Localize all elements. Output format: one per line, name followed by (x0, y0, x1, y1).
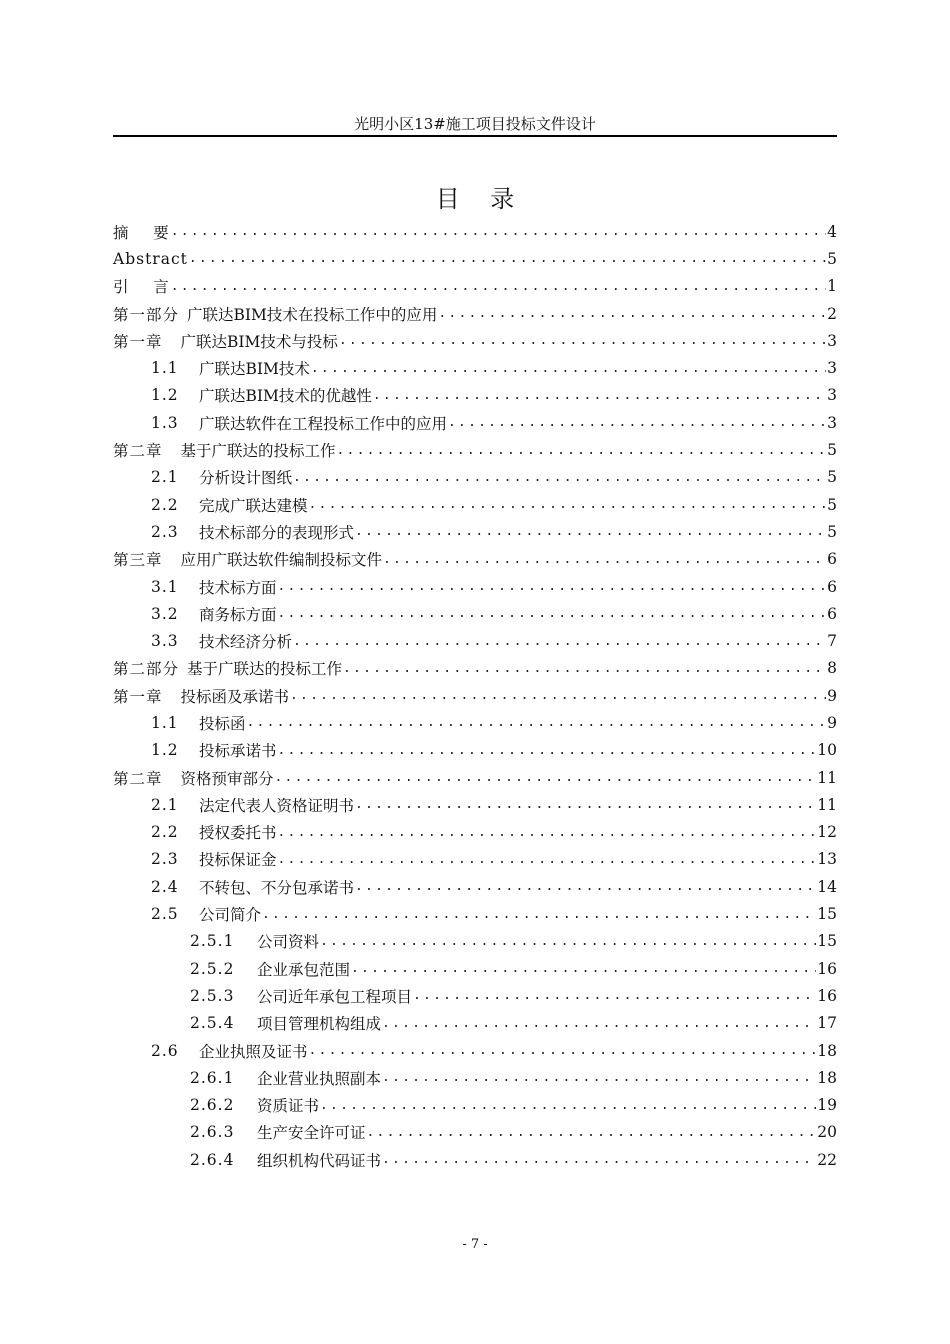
toc-entry-number: 3.2 (151, 604, 179, 623)
dot-leader (382, 1070, 816, 1085)
toc-entry-number: 摘 要 (113, 223, 170, 242)
toc-entry-page: 8 (827, 659, 837, 678)
toc-entry-label: 广联达BIM技术在投标工作中的应用 (187, 305, 438, 324)
toc-entry[interactable] (113, 573, 837, 600)
toc-entry-page: 14 (817, 877, 837, 896)
toc-entry[interactable] (113, 1064, 837, 1091)
toc-entry-label: 投标函 (199, 714, 246, 733)
toc-entry-page: 16 (817, 959, 837, 978)
toc-entry-number: 2.1 (151, 795, 179, 814)
toc-entry-label: 应用广联达软件编制投标文件 (180, 551, 383, 570)
toc-entry-label: 广联达BIM技术与投标 (180, 332, 338, 351)
toc-entry-page: 16 (817, 986, 837, 1005)
toc-entry[interactable] (113, 464, 837, 491)
toc-entry-page: 18 (817, 1041, 837, 1060)
toc-entry-label: 广联达BIM技术的优越性 (199, 387, 372, 406)
toc-entry[interactable] (113, 1037, 837, 1064)
toc-entry-page: 19 (817, 1096, 837, 1115)
toc-entry-number: 2.4 (151, 877, 179, 896)
toc-entry-page: 4 (827, 222, 837, 241)
toc-entry-page: 18 (817, 1068, 837, 1087)
toc-entry[interactable] (113, 982, 837, 1009)
toc-entry-number: 2.5.3 (190, 986, 235, 1005)
dot-leader (367, 1125, 817, 1140)
toc-entry-label: 公司近年承包工程项目 (257, 987, 413, 1006)
toc-entry-label: 法定代表人资格证明书 (199, 796, 355, 815)
toc-entry[interactable] (113, 491, 837, 518)
toc-entry-label: 组织机构代码证书 (257, 1151, 382, 1170)
dot-leader (382, 1152, 816, 1167)
dot-leader (448, 415, 826, 430)
dot-leader (438, 306, 826, 321)
dot-leader (293, 634, 826, 649)
toc-entry[interactable] (113, 245, 837, 272)
toc-entry[interactable] (113, 546, 837, 573)
dot-leader (355, 524, 826, 539)
toc-entry-number: 2.3 (151, 850, 179, 869)
dot-leader (339, 333, 826, 348)
toc-entry-label: 广联达BIM技术 (199, 360, 310, 379)
toc-entry-label: 项目管理机构组成 (257, 1015, 382, 1034)
toc-entry[interactable] (113, 1010, 837, 1037)
toc-entry-number: 2.6.4 (190, 1150, 235, 1169)
toc-entry-number: 3.3 (151, 632, 179, 651)
toc-entry-label: 生产安全许可证 (257, 1124, 366, 1143)
toc-entry-number: 引 言 (113, 278, 170, 297)
toc-entry-number: 第一章 (113, 332, 163, 351)
toc-entry-page: 5 (827, 495, 837, 514)
dot-leader (171, 279, 826, 294)
toc-entry-label: 技术经济分析 (199, 633, 293, 652)
toc-entry[interactable] (113, 955, 837, 982)
toc-entry-number: 1.2 (151, 386, 179, 405)
toc-entry-label: 分析设计图纸 (199, 469, 293, 488)
toc-entry-number: 第三章 (113, 551, 163, 570)
toc-entry[interactable] (113, 819, 837, 846)
toc-entry[interactable] (113, 873, 837, 900)
toc-entry[interactable] (113, 354, 837, 381)
dot-leader (290, 688, 826, 703)
dot-leader (275, 770, 817, 785)
toc-entry-page: 3 (827, 331, 837, 350)
toc-entry[interactable] (113, 218, 837, 245)
toc-entry-number: 第二章 (113, 769, 163, 788)
toc-entry-label: 投标承诺书 (199, 742, 277, 761)
toc-entry[interactable] (113, 709, 837, 736)
dot-leader (278, 825, 817, 840)
toc-entry-label: 不转包、不分包承诺书 (199, 878, 355, 897)
toc-entry[interactable] (113, 682, 837, 709)
dot-leader (278, 606, 827, 621)
toc-entry[interactable] (113, 1119, 837, 1146)
toc-entry-label: 资质证书 (257, 1097, 320, 1116)
toc-entry-number: 2.6.2 (190, 1096, 235, 1115)
dot-leader (278, 852, 817, 867)
toc-entry[interactable] (113, 273, 837, 300)
dot-leader (351, 961, 816, 976)
toc-entry-number: 2.6.1 (190, 1068, 235, 1087)
dot-leader (189, 251, 826, 266)
toc-entry-number: 第一部分 (113, 305, 180, 324)
toc-entry-page: 13 (817, 850, 837, 869)
toc-entry-label: 投标保证金 (199, 851, 277, 870)
toc-entry-label: 广联达软件在工程投标工作中的应用 (199, 414, 448, 433)
toc-entry-number: 2.2 (151, 495, 179, 514)
toc-entry[interactable] (113, 737, 837, 764)
table-of-contents (113, 218, 837, 1173)
toc-entry-page: 5 (827, 249, 837, 268)
toc-entry-page: 15 (817, 905, 837, 924)
toc-entry-label: 投标函及承诺书 (180, 687, 290, 706)
toc-entry-number: Abstract (113, 249, 188, 268)
toc-entry-page: 5 (827, 441, 837, 460)
toc-entry-number: 1.2 (151, 741, 179, 760)
toc-entry-label: 公司简介 (199, 906, 262, 925)
toc-entry-page: 10 (817, 741, 837, 760)
dot-leader (320, 1098, 816, 1113)
toc-entry-number: 3.1 (151, 577, 179, 596)
toc-title: 目 录 (435, 185, 515, 213)
toc-entry-page: 20 (817, 1123, 837, 1142)
dot-leader (355, 879, 816, 894)
dot-leader (311, 361, 826, 376)
dot-leader (278, 743, 817, 758)
toc-entry-page: 6 (827, 550, 837, 569)
toc-entry[interactable] (113, 409, 837, 436)
toc-entry-label: 技术标部分的表现形式 (199, 523, 355, 542)
toc-entry[interactable] (113, 518, 837, 545)
toc-entry-number: 2.6 (151, 1041, 179, 1060)
toc-entry[interactable] (113, 655, 837, 682)
dot-leader (383, 552, 826, 567)
toc-entry-page: 1 (827, 277, 837, 296)
toc-entry[interactable] (113, 928, 837, 955)
toc-entry-number: 第一章 (113, 687, 163, 706)
toc-entry-number: 2.3 (151, 522, 179, 541)
dot-leader (309, 1043, 817, 1058)
page-header: 光明小区13#施工项目投标文件设计 (354, 115, 596, 133)
toc-entry-page: 5 (827, 522, 837, 541)
toc-entry[interactable] (113, 600, 837, 627)
dot-leader (382, 1016, 816, 1031)
toc-entry-page: 2 (827, 304, 837, 323)
toc-entry[interactable] (113, 764, 837, 791)
toc-entry-page: 12 (817, 823, 837, 842)
toc-entry-label: 完成广联达建模 (199, 496, 308, 515)
toc-entry-label: 企业营业执照副本 (257, 1069, 382, 1088)
dot-leader (373, 388, 826, 403)
dot-leader (343, 661, 826, 676)
toc-entry-page: 3 (827, 386, 837, 405)
toc-entry-label: 资格预审部分 (180, 769, 274, 788)
toc-entry-label: 授权委托书 (199, 824, 277, 843)
header-divider (113, 135, 837, 137)
dot-leader (278, 579, 827, 594)
dot-leader (262, 907, 816, 922)
dot-leader (337, 443, 827, 458)
toc-entry-number: 2.1 (151, 468, 179, 487)
toc-entry-number: 2.5.4 (190, 1014, 235, 1033)
toc-entry[interactable] (113, 300, 837, 327)
toc-entry-page: 9 (827, 686, 837, 705)
toc-entry[interactable] (113, 436, 837, 463)
toc-entry[interactable] (113, 627, 837, 654)
toc-entry-number: 1.1 (151, 359, 179, 378)
toc-entry[interactable] (113, 1092, 837, 1119)
toc-entry-label: 基于广联达的投标工作 (187, 660, 343, 679)
page-number-footer: - 7 - (462, 1237, 488, 1252)
dot-leader (309, 497, 827, 512)
toc-entry-label: 企业承包范围 (257, 960, 351, 979)
toc-entry-page: 5 (827, 468, 837, 487)
toc-entry[interactable] (113, 1146, 837, 1173)
toc-entry-number: 2.2 (151, 823, 179, 842)
toc-entry-label: 基于广联达的投标工作 (180, 442, 336, 461)
toc-entry[interactable] (113, 900, 837, 927)
toc-entry[interactable] (113, 382, 837, 409)
toc-entry-page: 15 (817, 932, 837, 951)
toc-entry[interactable] (113, 327, 837, 354)
toc-entry-page: 3 (827, 359, 837, 378)
dot-leader (320, 934, 816, 949)
toc-entry-page: 9 (827, 713, 837, 732)
toc-entry-page: 17 (817, 1014, 837, 1033)
dot-leader (247, 715, 827, 730)
toc-entry-label: 企业执照及证书 (199, 1042, 308, 1061)
toc-entry-page: 11 (817, 795, 837, 814)
dot-leader (293, 470, 826, 485)
toc-entry-label: 技术标方面 (199, 578, 277, 597)
toc-entry-number: 1.1 (151, 713, 179, 732)
toc-entry-page: 6 (827, 577, 837, 596)
toc-entry-number: 2.6.3 (190, 1123, 235, 1142)
toc-entry[interactable] (113, 791, 837, 818)
toc-entry-number: 2.5.1 (190, 932, 235, 951)
dot-leader (355, 797, 816, 812)
toc-entry-number: 第二章 (113, 442, 163, 461)
toc-entry-label: 商务标方面 (199, 605, 277, 624)
dot-leader (413, 988, 816, 1003)
toc-entry-page: 22 (817, 1150, 837, 1169)
toc-entry-page: 3 (827, 413, 837, 432)
toc-entry-page: 11 (817, 768, 837, 787)
toc-entry-number: 第二部分 (113, 660, 180, 679)
toc-entry-number: 1.3 (151, 413, 179, 432)
toc-entry-page: 6 (827, 604, 837, 623)
toc-entry-page: 7 (827, 632, 837, 651)
toc-entry-number: 2.5.2 (190, 959, 235, 978)
toc-entry-label: 公司资料 (257, 933, 320, 952)
toc-entry-number: 2.5 (151, 905, 179, 924)
toc-entry[interactable] (113, 846, 837, 873)
dot-leader (171, 224, 826, 239)
